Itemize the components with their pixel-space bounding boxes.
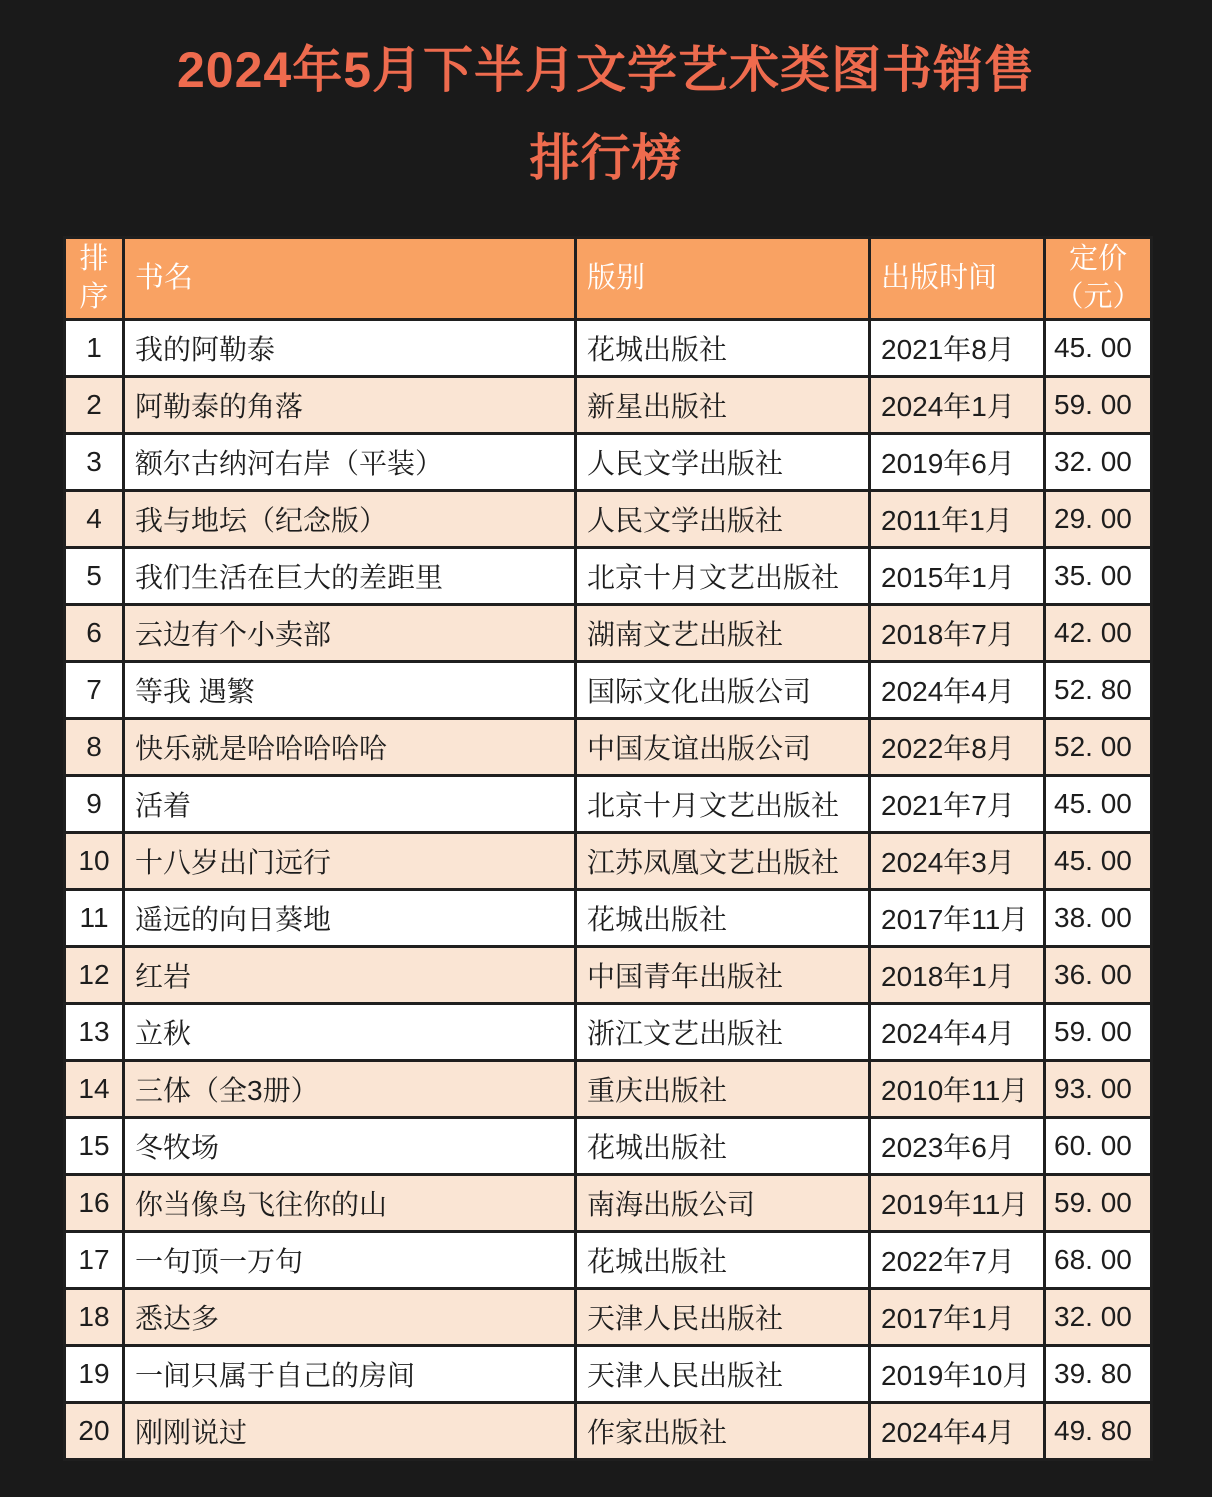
pub-cell: 新星出版社 [576, 377, 870, 434]
table-row [65, 1175, 1152, 1232]
title-cell: 冬牧场 [124, 1118, 576, 1175]
table-row [65, 833, 1152, 890]
table-row [65, 548, 1152, 605]
title-cell: 我们生活在巨大的差距里 [124, 548, 576, 605]
table-header [65, 238, 1152, 320]
header-rank: 排序 [65, 238, 124, 320]
poster-title [0, 42, 1212, 187]
date-cell: 2019年6月 [870, 434, 1045, 491]
rank-cell: 13 [65, 1004, 124, 1061]
table-row [65, 719, 1152, 776]
table-row [65, 662, 1152, 719]
table-row [65, 377, 1152, 434]
date-cell: 2024年3月 [870, 833, 1045, 890]
price-cell: 36. 00 [1045, 947, 1152, 1004]
date-cell: 2024年1月 [870, 377, 1045, 434]
rank-cell: 10 [65, 833, 124, 890]
price-cell: 45. 00 [1045, 320, 1152, 377]
title-cell: 立秋 [124, 1004, 576, 1061]
title-cell: 悉达多 [124, 1289, 576, 1346]
date-cell: 2018年7月 [870, 605, 1045, 662]
date-cell: 2010年11月 [870, 1061, 1045, 1118]
header-price: 定价（元） [1045, 238, 1152, 320]
table-row [65, 1289, 1152, 1346]
price-cell: 38. 00 [1045, 890, 1152, 947]
title-cell: 遥远的向日葵地 [124, 890, 576, 947]
rank-cell: 4 [65, 491, 124, 548]
date-cell: 2021年8月 [870, 320, 1045, 377]
price-cell: 32. 00 [1045, 434, 1152, 491]
price-cell: 35. 00 [1045, 548, 1152, 605]
title-cell: 十八岁出门远行 [124, 833, 576, 890]
pub-cell: 花城出版社 [576, 1232, 870, 1289]
title-cell: 云边有个小卖部 [124, 605, 576, 662]
table-row [65, 1403, 1152, 1460]
rank-cell: 17 [65, 1232, 124, 1289]
title-cell: 我与地坛（纪念版） [124, 491, 576, 548]
table-row [65, 320, 1152, 377]
table-row [65, 1061, 1152, 1118]
date-cell: 2022年8月 [870, 719, 1045, 776]
price-cell: 52. 80 [1045, 662, 1152, 719]
table-row [65, 890, 1152, 947]
table-row [65, 491, 1152, 548]
table-header-row [65, 238, 1152, 320]
table-row [65, 776, 1152, 833]
title-cell: 一句顶一万句 [124, 1232, 576, 1289]
date-cell: 2021年7月 [870, 776, 1045, 833]
pub-cell: 国际文化出版公司 [576, 662, 870, 719]
pub-cell: 北京十月文艺出版社 [576, 548, 870, 605]
title-cell: 一间只属于自己的房间 [124, 1346, 576, 1403]
price-cell: 93. 00 [1045, 1061, 1152, 1118]
book-ranking-table [63, 236, 1153, 1461]
pub-cell: 人民文学出版社 [576, 434, 870, 491]
pub-cell: 江苏凤凰文艺出版社 [576, 833, 870, 890]
rank-cell: 16 [65, 1175, 124, 1232]
rank-cell: 12 [65, 947, 124, 1004]
pub-cell: 北京十月文艺出版社 [576, 776, 870, 833]
pub-cell: 天津人民出版社 [576, 1346, 870, 1403]
date-cell: 2024年4月 [870, 662, 1045, 719]
rank-cell: 15 [65, 1118, 124, 1175]
table-row [65, 947, 1152, 1004]
title-cell: 等我 遇繁 [124, 662, 576, 719]
pub-cell: 人民文学出版社 [576, 491, 870, 548]
date-cell: 2022年7月 [870, 1232, 1045, 1289]
rank-cell: 9 [65, 776, 124, 833]
rank-cell: 1 [65, 320, 124, 377]
date-cell: 2019年10月 [870, 1346, 1045, 1403]
table-body [65, 320, 1152, 1460]
rank-cell: 20 [65, 1403, 124, 1460]
header-pub-date: 出版时间 [870, 238, 1045, 320]
header-book-name: 书名 [124, 238, 576, 320]
pub-cell: 中国友谊出版公司 [576, 719, 870, 776]
pub-cell: 中国青年出版社 [576, 947, 870, 1004]
rank-cell: 11 [65, 890, 124, 947]
price-cell: 45. 00 [1045, 833, 1152, 890]
title-cell: 阿勒泰的角落 [124, 377, 576, 434]
table-row [65, 1118, 1152, 1175]
pub-cell: 天津人民出版社 [576, 1289, 870, 1346]
date-cell: 2024年4月 [870, 1403, 1045, 1460]
rank-cell: 8 [65, 719, 124, 776]
date-cell: 2019年11月 [870, 1175, 1045, 1232]
page-title-line2: 排行榜 [529, 129, 683, 186]
pub-cell: 南海出版公司 [576, 1175, 870, 1232]
pub-cell: 作家出版社 [576, 1403, 870, 1460]
title-cell: 刚刚说过 [124, 1403, 576, 1460]
date-cell: 2023年6月 [870, 1118, 1045, 1175]
title-cell: 红岩 [124, 947, 576, 1004]
pub-cell: 花城出版社 [576, 890, 870, 947]
rank-cell: 5 [65, 548, 124, 605]
table-row [65, 434, 1152, 491]
price-cell: 59. 00 [1045, 1004, 1152, 1061]
price-cell: 59. 00 [1045, 1175, 1152, 1232]
table-row [65, 1346, 1152, 1403]
price-cell: 45. 00 [1045, 776, 1152, 833]
date-cell: 2018年1月 [870, 947, 1045, 1004]
date-cell: 2017年1月 [870, 1289, 1045, 1346]
rank-cell: 6 [65, 605, 124, 662]
price-cell: 42. 00 [1045, 605, 1152, 662]
price-cell: 39. 80 [1045, 1346, 1152, 1403]
date-cell: 2011年1月 [870, 491, 1045, 548]
page-title-line1: 2024年5月下半月文学艺术类图书销售 [176, 42, 1036, 98]
price-cell: 32. 00 [1045, 1289, 1152, 1346]
price-cell: 59. 00 [1045, 377, 1152, 434]
rank-cell: 7 [65, 662, 124, 719]
table-row [65, 1004, 1152, 1061]
header-publisher: 版别 [576, 238, 870, 320]
price-cell: 52. 00 [1045, 719, 1152, 776]
rank-cell: 14 [65, 1061, 124, 1118]
pub-cell: 浙江文艺出版社 [576, 1004, 870, 1061]
title-cell: 快乐就是哈哈哈哈哈 [124, 719, 576, 776]
pub-cell: 重庆出版社 [576, 1061, 870, 1118]
table-row [65, 1232, 1152, 1289]
title-cell: 额尔古纳河右岸（平装） [124, 434, 576, 491]
price-cell: 68. 00 [1045, 1232, 1152, 1289]
rank-cell: 19 [65, 1346, 124, 1403]
pub-cell: 花城出版社 [576, 1118, 870, 1175]
title-cell: 活着 [124, 776, 576, 833]
date-cell: 2017年11月 [870, 890, 1045, 947]
title-cell: 我的阿勒泰 [124, 320, 576, 377]
rank-cell: 3 [65, 434, 124, 491]
rank-cell: 2 [65, 377, 124, 434]
pub-cell: 花城出版社 [576, 320, 870, 377]
price-cell: 29. 00 [1045, 491, 1152, 548]
price-cell: 60. 00 [1045, 1118, 1152, 1175]
pub-cell: 湖南文艺出版社 [576, 605, 870, 662]
rank-cell: 18 [65, 1289, 124, 1346]
title-cell: 三体（全3册） [124, 1061, 576, 1118]
date-cell: 2024年4月 [870, 1004, 1045, 1061]
table-row [65, 605, 1152, 662]
price-cell: 49. 80 [1045, 1403, 1152, 1460]
title-cell: 你当像鸟飞往你的山 [124, 1175, 576, 1232]
date-cell: 2015年1月 [870, 548, 1045, 605]
